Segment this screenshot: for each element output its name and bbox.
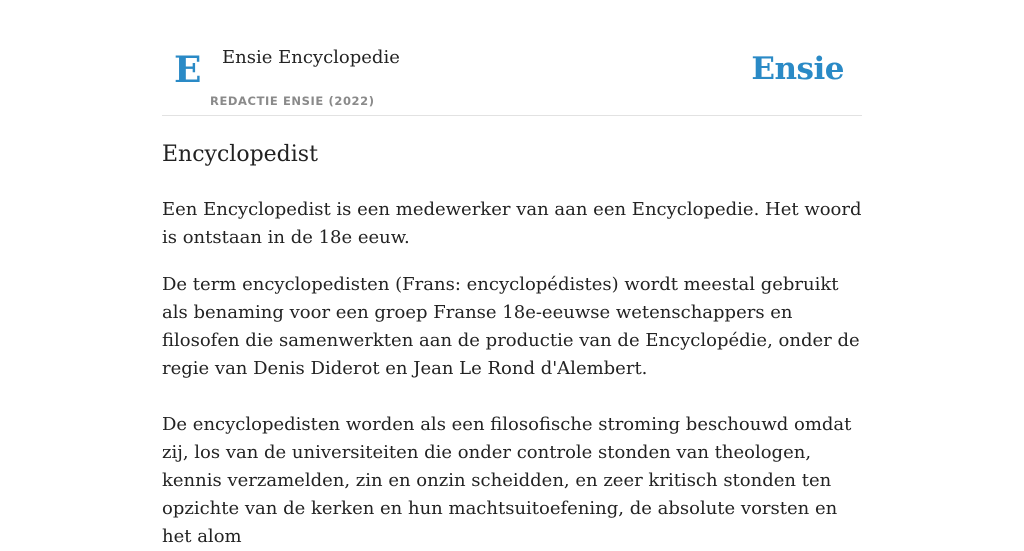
article-title: Encyclopedist: [162, 142, 318, 167]
article-paragraph: De encyclopedisten worden als een filosofische stroming beschouwd omdat zij, los van de universiteiten die onder controle stonden van theologen, kennis verzamelden, zin en onzin scheidden, en zeer kritisch stonden ten opzichte van de kerken en hun machtsuitoefening, de absolute vorsten en het alom: [162, 414, 852, 547]
source-title-link[interactable]: Ensie Encyclopedie: [222, 47, 400, 68]
article-paragraph: De term encyclopedisten (Frans: encyclopédistes) wordt meestal gebruikt als benaming voor een groep Franse 18e-eeuwse wetenschappers en filosofen die samenwerkten aan de productie van de Encyclopédie, onder de regie van Denis Diderot en Jean Le Rond d'Alembert.: [162, 274, 860, 379]
ensie-logo-icon: E: [174, 49, 202, 91]
article-body: [162, 196, 862, 551]
source-meta: REDACTIE ENSIE (2022): [210, 94, 375, 108]
article-paragraph: Een Encyclopedist is een medewerker van aan een Encyclopedie. Het woord is ontstaan in de 18e eeuw.: [162, 199, 862, 248]
source-header: [162, 0, 862, 116]
brand-logo-link[interactable]: Ensie: [751, 51, 844, 87]
content-container: [162, 0, 862, 551]
